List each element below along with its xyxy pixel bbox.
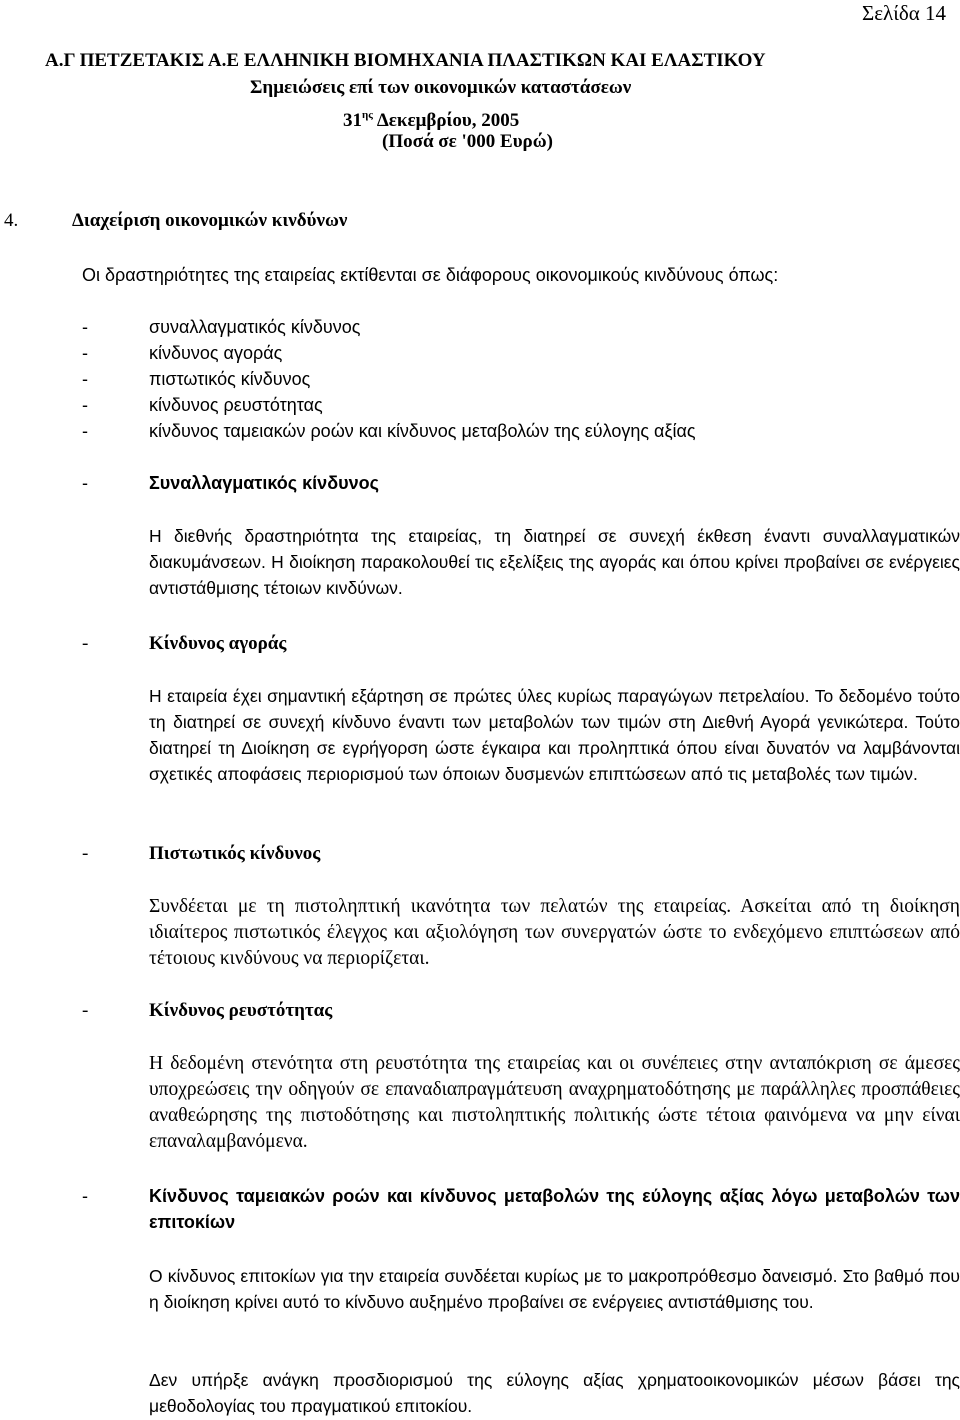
list-dash: - [82,369,88,389]
list-item-text: κίνδυνος αγοράς [149,343,283,363]
fair-value-text: Δεν υπήρξε ανάγκη προσδιορισμού της εύλογης αξίας χρηματοοικονομικών μέσων βάσει της μεθοδολογίας του πραγματικού επιτοκίου. [149,1370,960,1416]
credit-risk-text: Συνδέεται με τη πιστοληπτική ικανότητα των πελατών της εταιρείας. Ασκείται από τη διοίκηση ιδιαίτερος πιστωτικός έλεγχος και αξιολόγηση των συνεργατών ώστε το ενδεχόμενο επιπτώσεων από τέτοιους κινδύνους να περιορίζεται. [149,896,960,969]
list-item-text: πιστωτικός κίνδυνος [149,369,311,389]
liquidity-risk-text: Η δεδομένη στενότητα στη ρευστότητα της εταιρείας και οι συνέπειες στην ανταπόκριση σε άμεσες υποχρεώσεις την οδηγούν σε επαναδιαπραγμάτευση αναχρηματοδότησης με παράλληλες προσπάθειες αναθεώρησης της πιστοδότησης και πιστοληπτικής πολιτικής ώστε τέτοια φαινόμενα να μην είναι επαναλαμβανόμενα. [149,1053,960,1152]
section-heading [4,208,348,234]
amounts-note: (Ποσά σε '000 Ευρώ) [382,131,553,152]
list-item-text: συναλλαγματικός κίνδυνος [149,317,361,337]
section-number: 4. [4,210,19,231]
section-title: Διαχείριση οικονομικών κινδύνων [72,210,348,231]
statements-subtitle: Σημειώσεις επί των οικονομικών καταστάσεων [250,77,632,98]
list-item-text: κίνδυνος ταμειακών ροών και κίνδυνος μεταβολών της εύλογης αξίας [149,421,696,441]
market-risk-title: Κίνδυνος αγοράς [149,633,287,654]
list-dash: - [82,343,88,363]
credit-risk-title: Πιστωτικός κίνδυνος [149,843,321,864]
section-intro: Οι δραστηριότητες της εταιρείας εκτίθενται σε διάφορους οικονομικούς κινδύνους όπως: [82,265,779,285]
date-suffix: ης [362,109,373,121]
fx-risk-title: Συναλλαγματικός κίνδυνος [149,473,379,493]
fx-risk-text: Η διεθνής δραστηριότητα της εταιρείας, τη διατηρεί σε συνεχή έκθεση έναντι συναλλαγματικών διακυμάνσεων. Η διοίκηση παρακολουθεί τις εξελίξεις της αγοράς και όπου κρίνει προβαίνει σε ενέργειες αντιστάθμισης τέτοιων κινδύνων. [149,526,960,598]
list-item-text: κίνδυνος ρευστότητας [149,395,323,415]
heading-dash: - [82,1186,88,1206]
heading-dash: - [82,1000,89,1021]
heading-dash: - [82,843,89,864]
page-number: Σελίδα 14 [861,1,946,25]
cashflow-risk-title: Κίνδυνος ταμειακών ροών και κίνδυνος μεταβολών της εύλογης αξίας λόγω μεταβολών των επιτοκίων [149,1186,960,1232]
list-dash: - [82,421,88,441]
heading-dash: - [82,633,89,654]
cashflow-risk-text: Ο κίνδυνος επιτοκίων για την εταιρεία συνδέεται κυρίως με το μακροπρόθεσμο δανεισμό. Στο βαθμό που η διοίκηση κρίνει αυτό το κίνδυνο αυξημένο προβαίνει σε ενέργειες αντιστάθμισης του. [149,1266,960,1312]
date-day: 31 [343,110,362,131]
list-dash: - [82,395,88,415]
company-header: Α.Γ ΠΕΤΖΕΤΑΚΙΣ Α.Ε ΕΛΛΗΝΙΚΗ ΒΙΟΜΗΧΑΝΙΑ ΠΛΑΣΤΙΚΩΝ ΚΑΙ ΕΛΑΣΤΙΚΟΥ [45,50,766,71]
list-dash: - [82,317,88,337]
date-rest: Δεκεμβρίου, 2005 [376,110,520,131]
heading-dash: - [82,473,88,493]
market-risk-text: Η εταιρεία έχει σημαντική εξάρτηση σε πρώτες ύλες κυρίως παραγώγων πετρελαίου. Το δεδομένο τούτο τη διατηρεί σε συνεχή κίνδυνο έναντι των μεταβολών των τιμών στη Διεθνή Αγορά γενικώτερα. Τούτο διατηρεί τη Διοίκηση σε εγρήγορση ώστε έγκαιρα και προληπτικά όπου είναι δυνατόν να λαμβάνονται σχετικές αποφάσεις περιορισμού των όποιων δυσμενών επιπτώσεων από τις μεταβολές των τιμών. [149,686,960,784]
liquidity-risk-title: Κίνδυνος ρευστότητας [149,1000,333,1021]
